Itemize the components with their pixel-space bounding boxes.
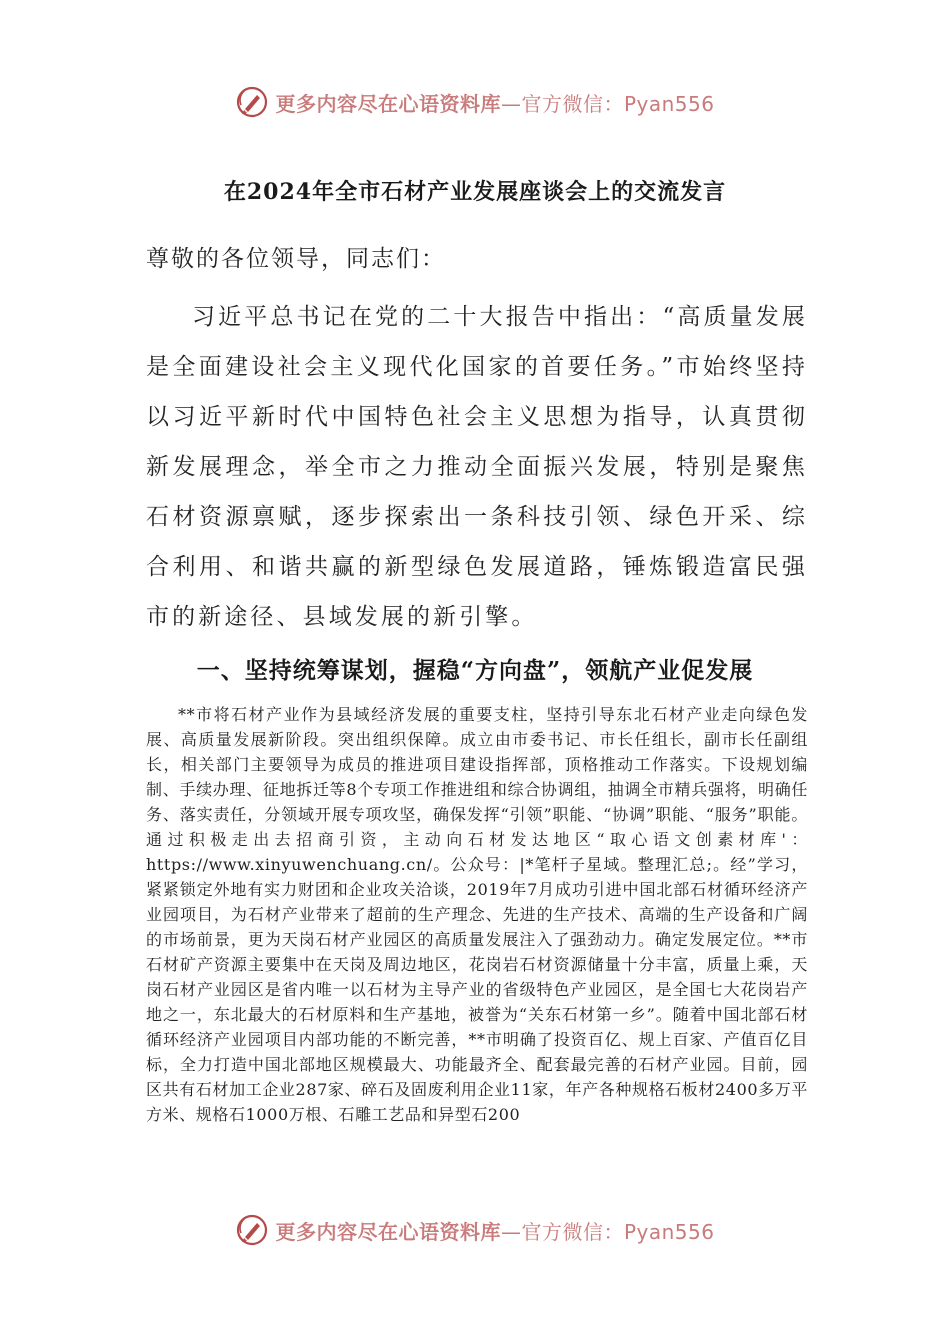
watermark-main-text: 更多内容尽在心语资料库	[275, 1219, 501, 1244]
watermark-header	[0, 82, 950, 122]
watermark-suffix: 官方微信：Pyan556	[521, 91, 715, 116]
watermark-footer	[0, 1210, 950, 1250]
document-title: 在2024年全市石材产业发展座谈会上的交流发言	[223, 179, 727, 205]
watermark-dash: —	[500, 1219, 522, 1244]
pen-logo-icon	[235, 1213, 269, 1247]
pen-logo-icon	[235, 85, 269, 119]
watermark-suffix: 官方微信：Pyan556	[521, 1219, 715, 1244]
watermark-dash: —	[500, 91, 522, 116]
watermark-main-text: 更多内容尽在心语资料库	[275, 91, 501, 116]
section-heading-1: 一、坚持统筹谋划，握稳“方向盘”，领航产业促发展	[196, 657, 754, 684]
section-body-1: **市将石材产业作为县域经济发展的重要支柱，坚持引导东北石材产业走向绿色发展、高质量发展新阶段。突出组织保障。成立由市委书记、市长任组长，副市长任副组长，相关部门主要领导为成员的推进项目建设指挥部，顶格推动工作落实。下设规划编制、手续办理、征地拆迁等8个专项工作推进组和综合协调组，抽调全市精兵强将，明确任务、落实责任，分领域开展专项攻坚，确保发挥“引领”职能、“协调”职能、“服务”职能。通过积极走出去招商引资，主动向石材发达地区“取心语文创素材库'：https://www.xinyuwenchuang.cn/。公众号：|*笔杆子星域。整理汇总;。经”学习，紧紧锁定外地有实力财团和企业攻关洽谈，2019年7月成功引进中国北部石材循环经济产业园项目，为石材产业带来了超前的生产理念、先进的生产技术、高端的生产设备和广阔的市场前景，更为天岗石材产业园区的高质量发展注入了强劲动力。确定发展定位。**市石材矿产资源主要集中在天岗及周边地区，花岗岩石材资源储量十分丰富，质量上乘，天岗石材产业园区是省内唯一以石材为主导产业的省级特色产业园区，是全国七大花岗岩产地之一，东北最大的石材原料和生产基地，被誉为“关东石材第一乡”。随着中国北部石材循环经济产业园项目内部功能的不断完善，**市明确了投资百亿、规上百家、产值百亿目标，全力打造中国北部地区规模最大、功能最齐全、配套最完善的石材产业园。目前，园区共有石材加工企业287家、碎石及固废利用企业11家，年产各种规格石板材2400多万平方米、规格石1000万根、石雕工艺品和异型石200	[146, 705, 808, 1124]
salutation: 尊敬的各位领导，同志们：	[146, 246, 446, 272]
intro-paragraph: 习近平总书记在党的二十大报告中指出：“高质量发展是全面建设社会主义现代化国家的首要任务。”市始终坚持以习近平新时代中国特色社会主义思想为指导，认真贯彻新发展理念，举全市之力推动全面振兴发展，特别是聚焦石材资源禀赋，逐步探索出一条科技引领、绿色开采、综合利用、和谐共赢的新型绿色发展道路，锤炼锻造富民强市的新途径、县域发展的新引擎。	[146, 304, 808, 630]
